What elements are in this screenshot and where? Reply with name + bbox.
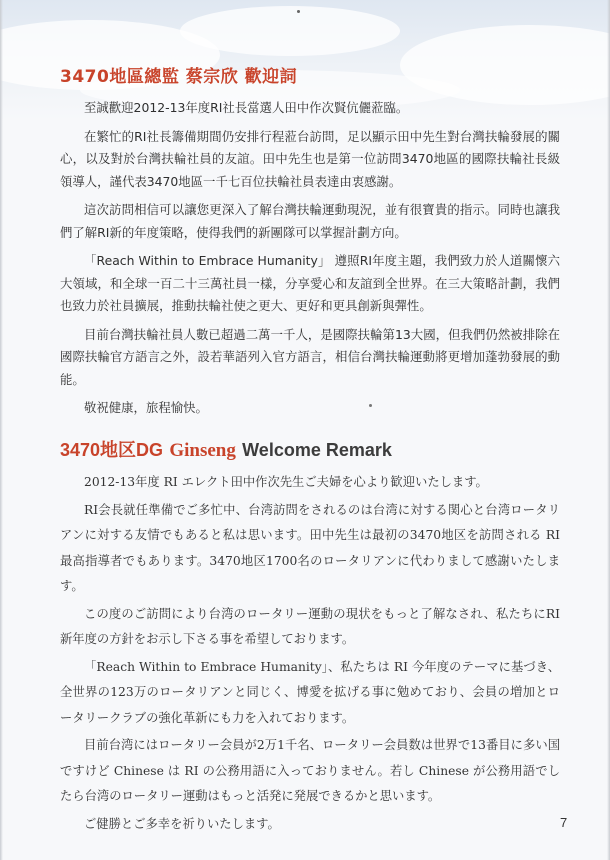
title-name: Ginseng — [169, 440, 236, 461]
paragraph: 目前台灣扶輪社員人數已超過二萬一千人，是國際扶輪第13大國，但我們仍然被排除在國際扶輪官方語言之外，設若華語列入官方語言，相信台灣扶輪運動將更增加蓬勃發展的動能。 — [60, 326, 560, 387]
chinese-welcome-section — [60, 62, 560, 426]
page-edge-left — [0, 0, 3, 860]
page-number: 7 — [560, 815, 568, 830]
title-remark: Welcome Remark — [242, 440, 392, 460]
section-title-japanese — [60, 436, 560, 462]
title-district: 3470地区DG — [60, 440, 164, 460]
print-dot — [297, 10, 300, 13]
cloud-decoration — [180, 6, 400, 56]
paragraph: 在繁忙的RI社長籌備期間仍安排行程蒞台訪問，足以顯示田中先生對台灣扶輪發展的關心，以及對於台灣扶輪社員的友誼。田中先生也是第一位訪問3470地區的國際扶輪社長級領導人，謹代表3470地區一千七百位扶輪社員表達由衷感謝。 — [60, 128, 560, 189]
section-title-chinese: 3470地區總監 蔡宗欣 歡迎詞 — [60, 67, 298, 87]
paragraph: この度のご訪問により台湾のロータリー運動の現状をもっと了解なされ、私たちにRI新年度の方針をお示し下さる事を希望しております。 — [60, 606, 560, 646]
paragraph: 敬祝健康，旅程愉快。 — [84, 400, 208, 415]
japanese-welcome-section — [60, 436, 560, 839]
paragraph: ご健勝とご多幸を祈りいたします。 — [84, 816, 280, 831]
paragraph: 「Reach Within to Embrace Humanity」、私たちは RI 今年度のテーマに基づき、全世界の123万のロータリアンと同じく、博愛を拡げる事に勉めており、会員の増加とロータリークラブの強化革新にも力を入れております。 — [60, 659, 560, 725]
paragraph: 這次訪問相信可以讓您更深入了解台灣扶輪運動現況，並有很寶貴的指示。同時也讓我們了解RI新的年度策略，使得我們的新團隊可以掌握計劃方向。 — [60, 202, 560, 240]
paragraph: 「Reach Within to Embrace Humanity」 遵照RI年度主題，我們致力於人道關懷六大領域，和全球一百二十三萬社員一樣，分享愛心和友誼到全世界。在三大策略計劃，我們也致力於社員擴展，推動扶輪社使之更大、更好和更具創新與彈性。 — [60, 253, 560, 313]
paragraph: 目前台湾にはロータリー会員が2万1千名、ロータリー会員数は世界で13番目に多い国ですけど Chinese は RI の公務用語に入っておりません。若し Chinese が公務用語でしたら台湾のロータリー運動はもっと活発に発展できるかと思います。 — [60, 738, 560, 803]
paragraph: 2012-13年度 RI エレクト田中作次先生ご夫婦を心より歓迎いたします。 — [84, 475, 488, 489]
paragraph: RI会長就任準備でご多忙中、台湾訪問をされるのは台湾に対する関心と台湾ロータリアンに対する友情でもあると私は思います。田中先生は最初の3470地区を訪問される RI 最高指導者でもあります。3470地区1700名のロータリアンに代わりまして感謝いたします。 — [60, 502, 560, 593]
paragraph: 至誠歡迎2012-13年度RI社長當選人田中作次賢伉儷蒞臨。 — [84, 100, 409, 115]
